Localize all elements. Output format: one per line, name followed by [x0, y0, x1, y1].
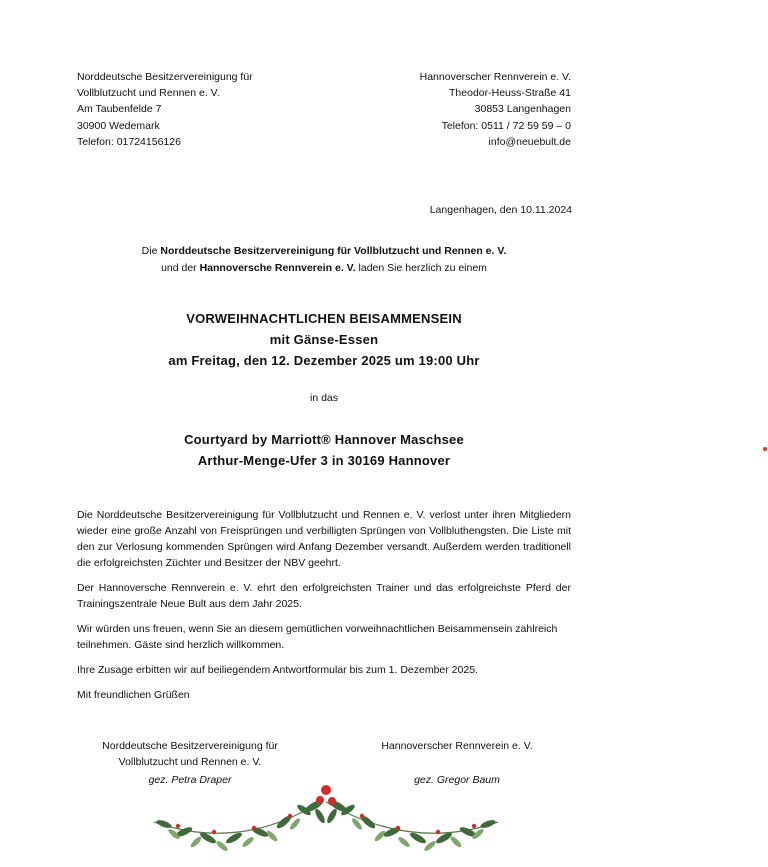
venue-name: Courtyard by Marriott® Hannover Maschsee	[184, 432, 464, 447]
red-dot-mark	[763, 447, 767, 451]
event-heading	[0, 308, 648, 371]
garland-leaves-light	[167, 817, 485, 853]
body-paragraph: Der Hannoversche Rennverein e. V. ehrt den erfolgreichsten Trainer und das erfolgreichste Pferd der Trainingszentrale Neue Bult aus dem Jahr 2025.	[77, 582, 571, 610]
body-paragraph: Wir würden uns freuen, wenn Sie an diesem gemütlichen vorweihnachtlichen Beisammensein zahlreich teilnehmen. Gäste sind herzlich willkommen.	[77, 623, 558, 651]
sender-right-address	[420, 69, 571, 150]
body-paragraph: Die Norddeutsche Besitzervereinigung für Vollblutzucht und Rennen e. V. verlost unter ihren Mitgliedern wieder eine große Anzahl von Freisprüngen und verbilligten Sprüngen von Vollbluthengsten. Die Liste mit den zur Verlosung kommenden Sprüngen wird Anfang Dezember versandt. Außerdem werden traditionell die erfolgreichsten Züchter und Besitzer der NBV geehrt.	[77, 509, 571, 569]
sender-left-phone: Telefon: 01724156126	[77, 135, 181, 148]
signature-left-org-line: Vollblutzucht und Rennen e. V.	[118, 756, 262, 768]
intro-line2-pre: und der	[161, 261, 200, 274]
letter-date: Langenhagen, den 10.11.2024	[429, 204, 572, 216]
sender-left-line: Am Taubenfelde 7	[77, 103, 162, 116]
garland-berries	[176, 785, 476, 834]
intro-text	[0, 243, 648, 276]
signature-right-org-line: Hannoverscher Rennverein e. V.	[381, 740, 533, 752]
garland-leaves-dark	[155, 803, 496, 845]
sender-right-line: Theodor-Heuss-Straße 41	[449, 87, 571, 100]
in-das-text: in das	[309, 392, 339, 404]
christmas-garland-icon	[150, 780, 502, 867]
sender-right-line: 30853 Langenhagen	[474, 103, 571, 116]
sender-right-line: Hannoverscher Rennverein e. V.	[419, 71, 571, 83]
signature-right-name: gez. Gregor Baum	[414, 774, 500, 786]
intro-line1-pre: Die	[141, 245, 161, 257]
sender-left-line: Norddeutsche Besitzervereinigung für	[77, 71, 253, 83]
event-when: am Freitag, den 12. Dezember 2025 um 19:00 Uhr	[168, 353, 480, 368]
venue-address: Arthur-Menge-Ufer 3 in 30169 Hannover	[197, 453, 451, 468]
sender-left-line: 30900 Wedemark	[77, 119, 160, 132]
sender-right-phone: Telefon: 0511 / 72 59 59 – 0	[441, 119, 571, 132]
signature-left-name: gez. Petra Draper	[148, 774, 232, 786]
event-title: VORWEIHNACHTLICHEN BEISAMMENSEIN	[186, 311, 462, 326]
intro-line2-org: Hannoversche Rennverein e. V.	[199, 261, 356, 274]
letter-body	[77, 507, 571, 687]
event-subtitle: mit Gänse-Essen	[269, 332, 379, 347]
sender-left-address	[77, 69, 253, 150]
intro-line2-post: laden Sie herzlich zu einem	[355, 261, 487, 274]
garland-stems	[154, 802, 498, 833]
body-paragraph: Ihre Zusage erbitten wir auf beiliegendem Antwortformular bis zum 1. Dezember 2025.	[77, 664, 478, 676]
intro-line1-org: Norddeutsche Besitzervereinigung für Vollblutzucht und Rennen e. V.	[160, 245, 507, 257]
sender-right-email: info@neuebult.de	[488, 135, 571, 148]
closing-greeting: Mit freundlichen Grüßen	[77, 689, 190, 701]
signature-left-org-line: Norddeutsche Besitzervereinigung für	[102, 740, 278, 752]
venue-block	[0, 429, 648, 471]
garland-centre-leaves	[304, 798, 349, 824]
sender-left-line: Vollblutzucht und Rennen e. V.	[77, 87, 220, 100]
